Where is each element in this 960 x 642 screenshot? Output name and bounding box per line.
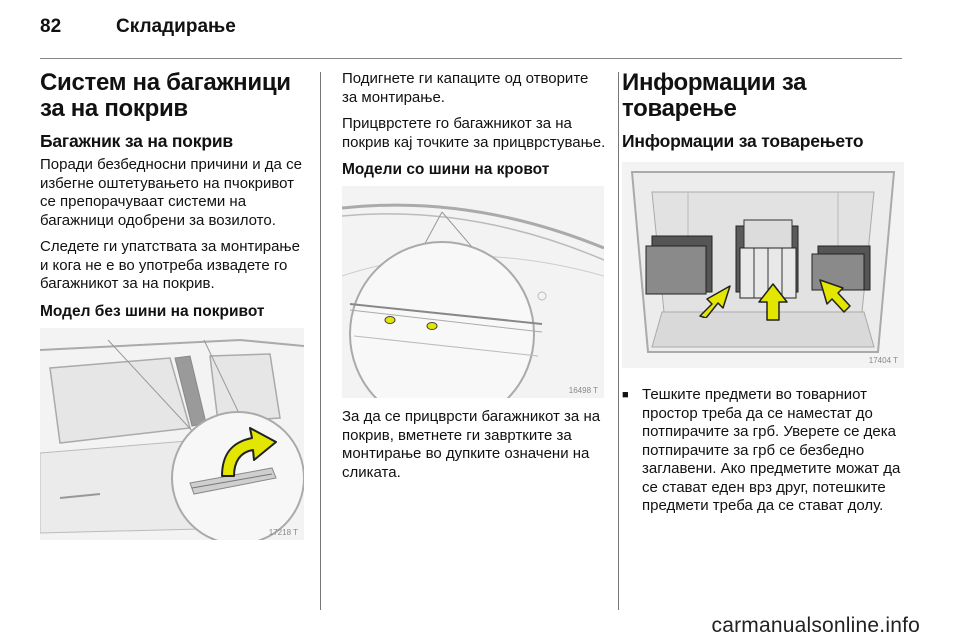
- cargo-area-illustration: [622, 162, 904, 368]
- attach-rack-paragraph: Прицврстете го багажникот за на покрив кај точките за прицврстување.: [342, 115, 606, 151]
- roof-rack-subheading: Багажник за на покрив: [40, 131, 233, 151]
- insert-bolts-paragraph: За да се прицврсти багажникот за на покрив, вметнете ги завртките за монтирање во дупките означени на сликата.: [342, 408, 601, 481]
- loading-info-heading: Информации за товарење: [622, 69, 807, 122]
- yellow-arrow-icon: [694, 282, 736, 318]
- roof-rails-figure: [342, 186, 604, 398]
- column-divider-1: [320, 72, 321, 610]
- yellow-arrow-icon: [756, 282, 790, 322]
- figure-number: 17218 T: [268, 527, 298, 537]
- cargo-loading-figure: [622, 162, 904, 368]
- column-3: [622, 70, 904, 516]
- roof-rack-system-heading: Систем на багажници за на покрив: [40, 69, 291, 122]
- column-2: [342, 70, 607, 490]
- mounting-point-marker: [385, 317, 395, 324]
- page-number: 82: [40, 16, 62, 37]
- lift-covers-paragraph: Подигнете ги капаците од отворите за монтирање.: [342, 70, 589, 106]
- mounting-point-marker: [427, 323, 437, 330]
- loading-bullet-item: [622, 386, 904, 516]
- column-1: [40, 70, 306, 540]
- instructions-paragraph: Следете ги упатствата за монтирање и кога не е во употреба извадете го багажникот за на покрив.: [40, 238, 300, 292]
- loading-info-subheading: Информации за товарењето: [622, 131, 864, 151]
- yellow-arrow-icon: [814, 276, 854, 314]
- no-rails-model-heading: Модел без шини на покривот: [40, 302, 265, 320]
- figure-number: 16498 T: [568, 386, 598, 395]
- safety-paragraph: Поради безбедносни причини и да се избегне оштетувањето на пчокривот се препорачуваат системи на багажници одобрени за возилото.: [40, 156, 302, 229]
- roof-cover-figure: [40, 328, 304, 540]
- figure-number: 17404 T: [868, 356, 898, 365]
- watermark: carmanualsonline.info: [711, 614, 920, 637]
- section-title: Складирање: [116, 16, 236, 37]
- rails-model-heading: Модели со шини на кровот: [342, 161, 550, 178]
- bullet-marker: ■: [622, 389, 629, 401]
- yellow-arrow-icon: [212, 420, 282, 482]
- column-divider-2: [618, 72, 619, 610]
- header-rule: [40, 58, 902, 59]
- loading-bullet-text: Тешките предмети во товарниот простор треба да се наместат до потпирачите за грб. Уверете се дека потпирачите за грб се безбедно заглавени. Ако предметите можат да се стават еден врз друг, потешките предмети треба да се стават долу.: [642, 386, 901, 514]
- roof-rails-illustration: [342, 186, 604, 398]
